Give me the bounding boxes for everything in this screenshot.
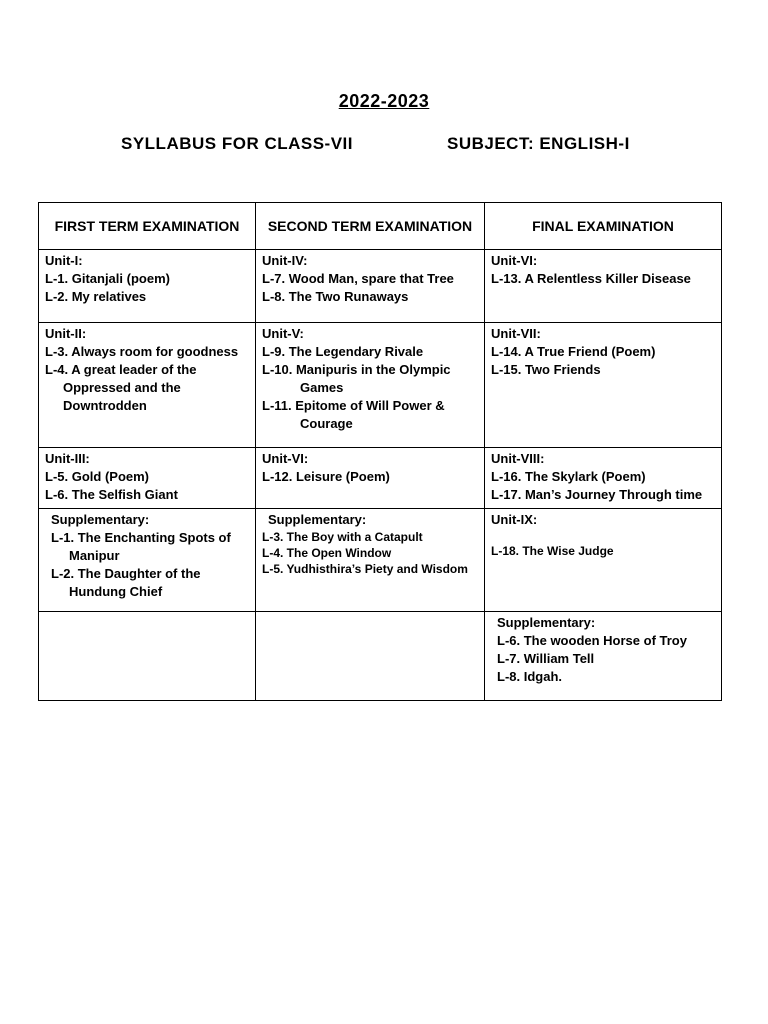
cell-final bbox=[485, 612, 722, 701]
unit-label: Unit-I: bbox=[45, 253, 83, 268]
lesson-item: L-6. The Selfish Giant bbox=[45, 487, 178, 502]
cell-final bbox=[485, 250, 722, 323]
lesson-item: L-15. Two Friends bbox=[491, 362, 601, 377]
table-row bbox=[39, 250, 722, 323]
table-row bbox=[39, 323, 722, 448]
lesson-item: L-4. A great leader of the Oppressed and the Downtrodden bbox=[45, 362, 197, 413]
year-title: 2022-2023 bbox=[338, 91, 430, 111]
header-first-term: FIRST TERM EXAMINATION bbox=[39, 203, 256, 250]
supplementary-label: Supplementary: bbox=[268, 512, 367, 527]
lesson-item: L-1. Gitanjali (poem) bbox=[45, 271, 170, 286]
header-row bbox=[39, 203, 722, 250]
lesson-item: L-12. Leisure (Poem) bbox=[262, 469, 390, 484]
cell-second-term bbox=[256, 323, 485, 448]
lesson-item: L-5. Yudhisthira’s Piety and Wisdom bbox=[262, 562, 468, 576]
unit-label: Unit-II: bbox=[45, 326, 87, 341]
supplementary-label: Supplementary: bbox=[51, 512, 150, 527]
unit-label: Unit-IX: bbox=[491, 512, 538, 527]
lesson-item: L-9. The Legendary Rivale bbox=[262, 344, 424, 359]
lesson-item: L-8. The Two Runaways bbox=[262, 289, 409, 304]
lesson-item: L-6. The wooden Horse of Troy bbox=[497, 633, 687, 648]
cell-final bbox=[485, 323, 722, 448]
cell-first-term bbox=[39, 323, 256, 448]
lesson-item: L-11. Epitome of Will Power & Courage bbox=[262, 398, 445, 431]
cell-second-term bbox=[256, 250, 485, 323]
cell-first-term-empty bbox=[39, 612, 256, 701]
lesson-item: L-17. Man’s Journey Through time bbox=[491, 487, 703, 502]
cell-first-term bbox=[39, 448, 256, 509]
lesson-item: L-8. Idgah. bbox=[497, 669, 562, 684]
lesson-item: L-2. The Daughter of the Hundung Chief bbox=[51, 566, 201, 599]
cell-first-term bbox=[39, 250, 256, 323]
lesson-item: L-16. The Skylark (Poem) bbox=[491, 469, 646, 484]
lesson-item: L-3. Always room for goodness bbox=[45, 344, 239, 359]
cell-second-term bbox=[256, 448, 485, 509]
syllabus-table bbox=[38, 202, 722, 701]
unit-label: Unit-V: bbox=[262, 326, 304, 341]
unit-label: Unit-VII: bbox=[491, 326, 541, 341]
cell-final bbox=[485, 448, 722, 509]
syllabus-heading: SYLLABUS FOR CLASS-VII bbox=[121, 134, 354, 153]
lesson-item: L-7. William Tell bbox=[497, 651, 595, 666]
unit-label: Unit-VIII: bbox=[491, 451, 545, 466]
cell-second-term bbox=[256, 509, 485, 612]
lesson-item: L-3. The Boy with a Catapult bbox=[262, 530, 423, 544]
table-row bbox=[39, 612, 722, 701]
lesson-item: L-2. My relatives bbox=[45, 289, 147, 304]
supplementary-label: Supplementary: bbox=[497, 615, 596, 630]
lesson-item: L-5. Gold (Poem) bbox=[45, 469, 149, 484]
subject-heading: SUBJECT: ENGLISH-I bbox=[447, 134, 630, 153]
table-row bbox=[39, 448, 722, 509]
lesson-item: L-7. Wood Man, spare that Tree bbox=[262, 271, 454, 286]
lesson-item: L-4. The Open Window bbox=[262, 546, 392, 560]
lesson-item: L-13. A Relentless Killer Disease bbox=[491, 271, 691, 286]
cell-first-term bbox=[39, 509, 256, 612]
unit-label: Unit-III: bbox=[45, 451, 90, 466]
unit-label: Unit-VI: bbox=[491, 253, 538, 268]
lesson-item: L-1. The Enchanting Spots of Manipur bbox=[51, 530, 231, 563]
table-row bbox=[39, 509, 722, 612]
unit-label: Unit-VI: bbox=[262, 451, 309, 466]
header-second-term: SECOND TERM EXAMINATION bbox=[256, 203, 485, 250]
lesson-item: L-14. A True Friend (Poem) bbox=[491, 344, 656, 359]
cell-second-term-empty bbox=[256, 612, 485, 701]
lesson-item: L-10. Manipuris in the Olympic Games bbox=[262, 362, 451, 395]
lesson-item: L-18. The Wise Judge bbox=[491, 544, 614, 558]
unit-label: Unit-IV: bbox=[262, 253, 308, 268]
header-final: FINAL EXAMINATION bbox=[485, 203, 722, 250]
cell-final bbox=[485, 509, 722, 612]
